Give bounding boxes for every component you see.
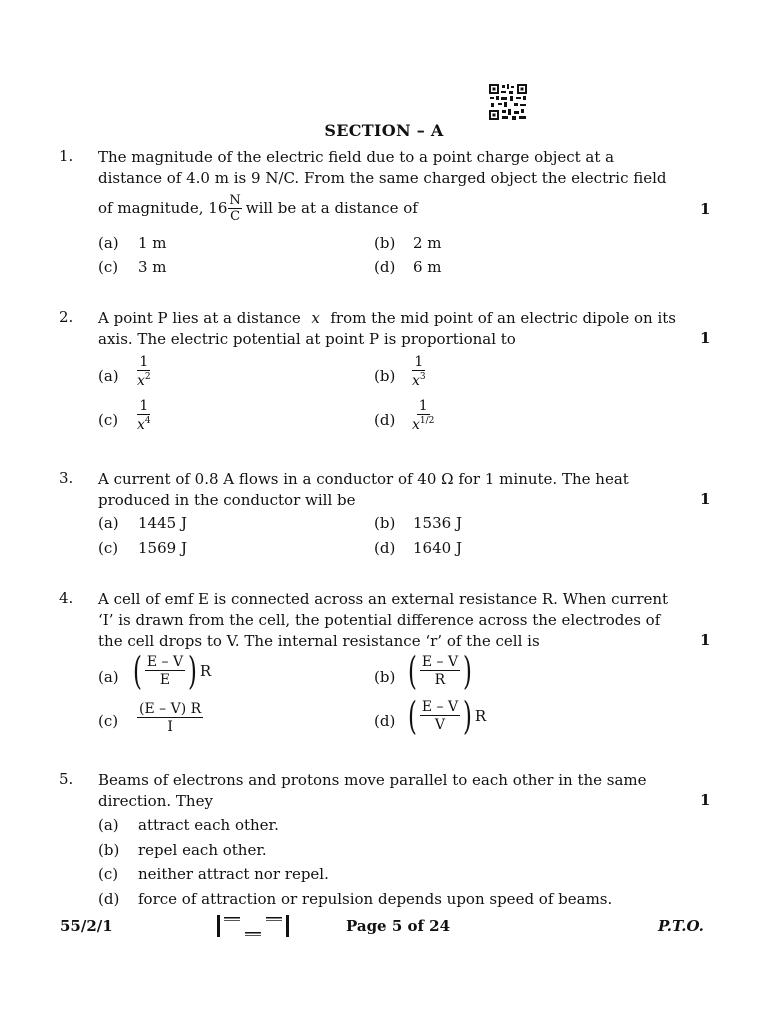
option-label: (d) [374,411,396,429]
unit-fraction [228,194,241,223]
marks: 1 [700,200,711,218]
option-d-expression: ( $\frac{E - V}{V}$ ) R [407,694,487,738]
option-label: (d) [374,258,396,276]
option-label: (c) [98,539,119,557]
question-2-line-1-after: from the mid point of an electric dipole on its [330,309,676,327]
option-label: (c) [98,712,119,730]
question-1-line-3-prefix: of magnitude, 16 [98,199,228,217]
option-text: 1 m [138,234,167,252]
question-1-line-3 [98,190,418,226]
option-text: attract each other. [138,816,279,834]
question-number: 4. [59,589,74,607]
option-label: (b) [374,367,396,385]
qr-code-icon [488,83,528,121]
option-c-expression: $\frac{(E - V) R}{I}$ [139,701,202,735]
paper-code: 55/2/1 [60,917,113,935]
question-2-line-1 [98,308,676,329]
option-label: (a) [98,514,119,532]
option-text: 2 m [413,234,442,252]
option-a-fraction: $\frac{1}{x^2}$ [137,354,151,389]
question-1-line-1: The magnitude of the electric field due to a point charge object at a [98,148,615,166]
option-text: 1536 J [413,514,462,532]
option-text: repel each other. [138,841,267,859]
question-3-line-2: produced in the conductor will be [98,491,356,509]
option-d-fraction: $\frac{1}{x^{1/2}}$ [412,398,435,433]
question-2-line-2: axis. The electric potential at point P is proportional to [98,330,516,348]
question-number: 1. [59,147,74,165]
question-3-line-1: A current of 0.8 A flows in a conductor of 40 Ω for 1 minute. The heat [98,470,629,488]
pto-label: P.T.O. [658,917,704,935]
question-number: 3. [59,469,74,487]
question-number: 2. [59,308,74,326]
option-label: (a) [98,816,119,834]
question-2-variable: x [311,309,320,327]
option-text: force of attraction or repulsion depends upon speed of beams. [138,890,613,908]
option-label: (a) [98,668,119,686]
option-text: 1445 J [138,514,187,532]
option-label: (a) [98,234,119,252]
question-5-line-1: Beams of electrons and protons move parallel to each other in the same [98,771,647,789]
option-text: 1569 J [138,539,187,557]
marks: 1 [700,490,711,508]
option-label: (c) [98,411,119,429]
option-text: 3 m [138,258,167,276]
option-label: (b) [374,234,396,252]
option-label: (b) [374,514,396,532]
option-label: (d) [98,890,120,908]
question-2-line-1-before: A point P lies at a distance [98,309,301,327]
option-label: (c) [98,865,119,883]
option-text: 6 m [413,258,442,276]
marks: 1 [700,631,711,649]
marks: 1 [700,791,711,809]
option-text: 1640 J [413,539,462,557]
question-4-line-3: the cell drops to V. The internal resistance ‘r’ of the cell is [98,632,540,650]
fraction-numerator: N [229,192,241,208]
option-label: (a) [98,367,119,385]
question-1-line-2: distance of 4.0 m is 9 N/C. From the same charged object the electric field [98,169,667,187]
question-1-line-3-suffix: will be at a distance of [245,199,418,217]
option-c-fraction: $\frac{1}{x^4}$ [137,398,151,433]
page-number: Page 5 of 24 [345,917,451,935]
option-b-expression: ( $\frac{E - V}{R}$ ) [407,649,472,693]
marks: 1 [700,329,711,347]
question-4-line-2: ‘I’ is drawn from the cell, the potential difference across the electrodes of [98,611,661,629]
option-label: (b) [374,668,396,686]
option-label: (d) [374,539,396,557]
option-label: (d) [374,712,396,730]
question-number: 5. [59,770,74,788]
fraction-denominator: C [230,208,241,224]
question-4-line-1: A cell of emf E is connected across an external resistance R. When current [98,590,669,608]
option-label: (c) [98,258,119,276]
section-title: SECTION – A [324,121,444,140]
option-label: (b) [98,841,120,859]
option-a-expression: ( $\frac{E - V}{E}$ ) R [132,649,212,693]
option-b-fraction: $\frac{1}{x^3}$ [412,354,426,389]
question-5-line-2: direction. They [98,792,213,810]
option-text: neither attract nor repel. [138,865,329,883]
